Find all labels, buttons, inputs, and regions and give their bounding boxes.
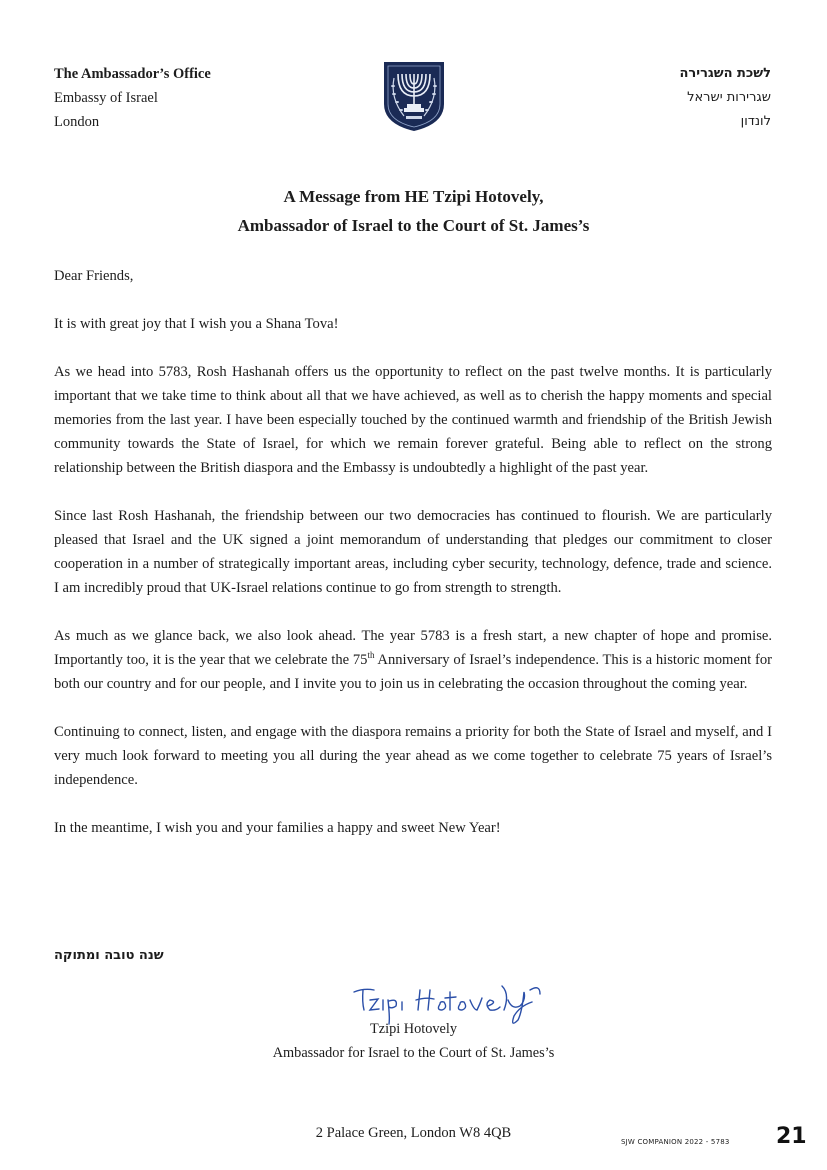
signatory-title: Ambassador for Israel to the Court of St. James’s: [272, 1045, 555, 1061]
title-line-1: A Message from HE Tzipi Hotovely,: [283, 187, 544, 206]
title-line-2: Ambassador of Israel to the Court of St. James’s: [237, 216, 590, 235]
paragraph-4-part-a: As much as we glance back, we also look ahead. The year 5783 is a fresh start, a new chapter of hope and promise. Importantly too, it is the year that we celebrate the 75: [54, 628, 772, 668]
paragraph-6: In the meantime, I wish you and your families a happy and sweet New Year!: [54, 820, 501, 836]
paragraph-2: As we head into 5783, Rosh Hashanah offers us the opportunity to reflect on the past twelve months. It is particularly important that we take time to think about all that we have achieved, as well as to cherish the happy moments and special memories from the last year. I have been especially touched by the continued warmth and friendship of the British Jewish community towards the State of Israel, for which we remain forever grateful. Being able to reflect on the strong relationship between the British diaspora and the Embassy is undoubtedly a highlight of the past year.: [54, 364, 772, 476]
letterhead-right-hebrew: [679, 62, 771, 134]
office-name-hebrew: לשכת השגרירה: [679, 66, 771, 81]
signatory-name: Tzipi Hotovely: [370, 1021, 457, 1037]
paragraph-1: It is with great joy that I wish you a Shana Tova!: [54, 316, 339, 332]
state-of-israel-emblem-icon: [380, 60, 448, 132]
page-number: 21: [776, 1124, 807, 1149]
paragraph-4-part-b: Anniversary of Israel’s independence. This is a historic moment for both our country and for our people, and I invite you to join us in celebrating the occasion throughout the coming year.: [54, 652, 772, 692]
publication-tag: SJW COMPANION 2022 - 5783: [621, 1138, 730, 1146]
paragraph-3: Since last Rosh Hashanah, the friendship between our two democracies has continued to flourish. We are particularly pleased that Israel and the UK signed a joint memorandum of understanding that pledges our commitment to closer cooperation in a number of strategically important areas, including cyber security, technology, defence, trade and science. I am incredibly proud that UK-Israel relations continue to go from strength to strength.: [54, 508, 772, 596]
paragraph-4: [54, 624, 772, 696]
embassy-name-hebrew: שגרירות ישראל: [687, 90, 771, 105]
embassy-address: 2 Palace Green, London W8 4QB: [315, 1125, 512, 1141]
city-name-hebrew: לונדון: [740, 114, 771, 129]
ordinal-superscript: th: [367, 650, 375, 661]
embassy-name: Embassy of Israel: [54, 90, 158, 106]
city-name: London: [54, 114, 100, 130]
office-name: The Ambassador’s Office: [54, 66, 211, 82]
hebrew-closing: שנה טובה ומתוקה: [54, 948, 164, 963]
letter-body: [54, 264, 772, 864]
message-title: [0, 182, 827, 240]
paragraph-5: Continuing to connect, listen, and engage with the diaspora remains a priority for both the State of Israel and myself, and I very much look forward to meeting you all during the year ahead as we come together to celebrate 75 years of Israel’s independence.: [54, 724, 772, 788]
letterhead-left: [54, 62, 211, 134]
greeting: Dear Friends,: [54, 268, 134, 284]
